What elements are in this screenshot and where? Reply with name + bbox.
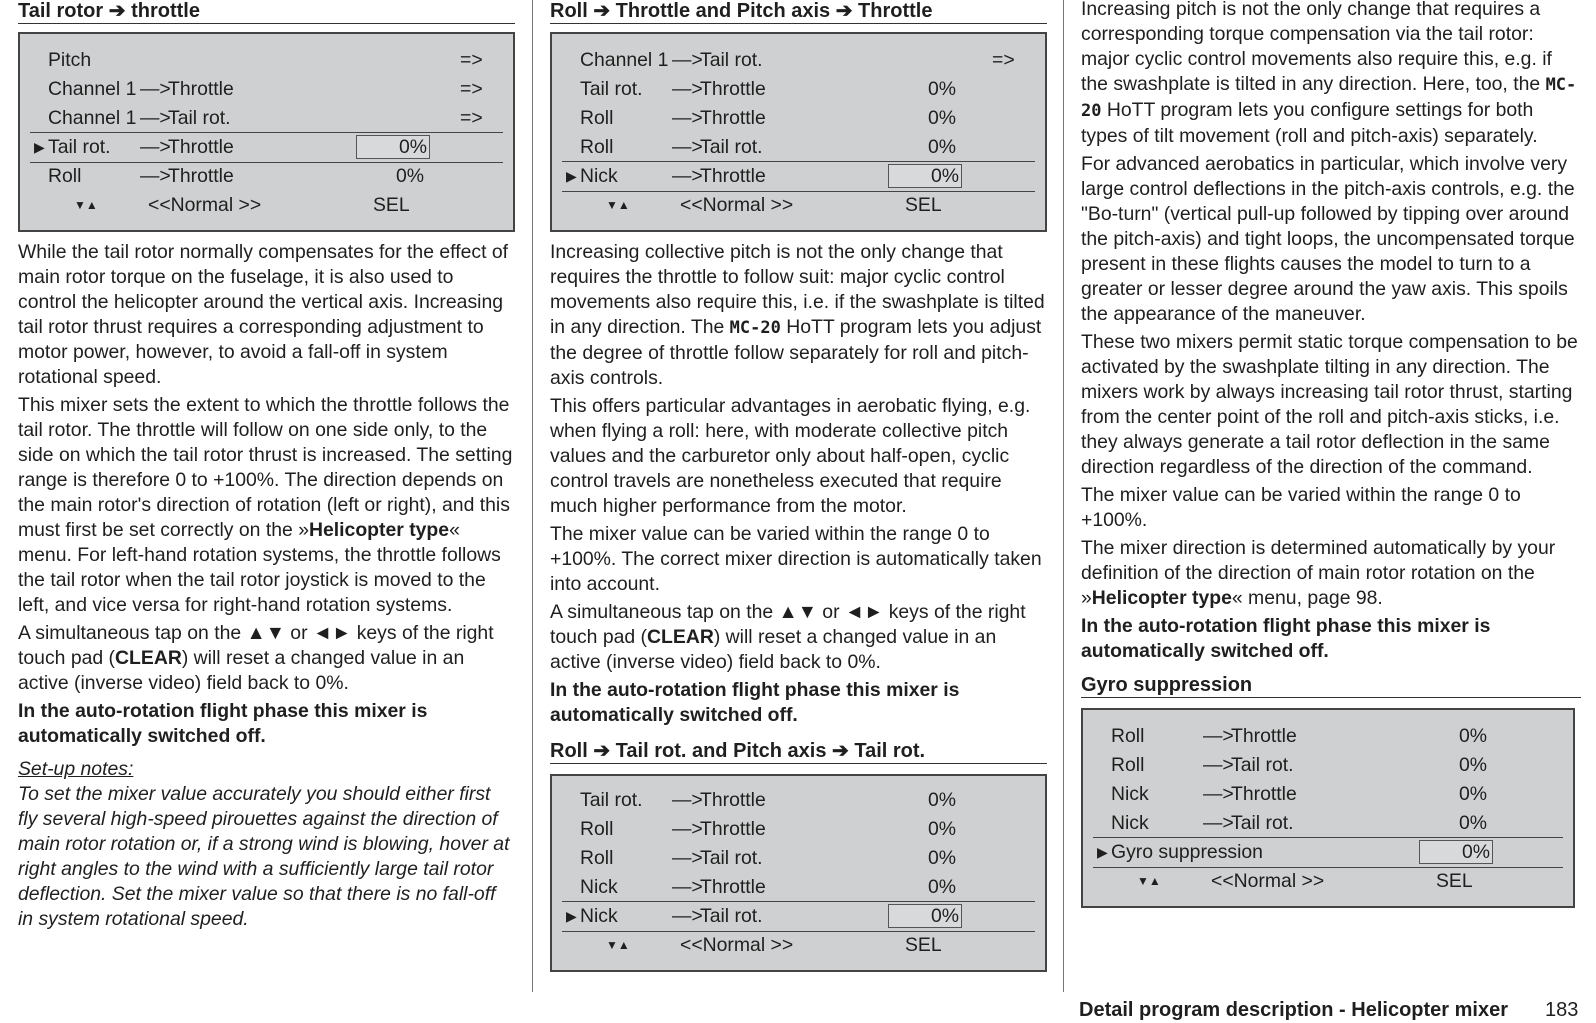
mixer-value-field[interactable]: 0% <box>888 904 962 928</box>
mix-arrow-icon: —> <box>1203 725 1234 747</box>
cursor-triangle-icon: ▶ <box>566 908 577 924</box>
mc20-logo: MC-20 <box>729 318 781 338</box>
page-footer-title: Detail program description - Helicopter mixer <box>1079 999 1508 1021</box>
mixer-value-field[interactable]: 0% <box>888 164 962 188</box>
cursor-triangle-icon: ▶ <box>34 139 45 155</box>
arrow-icon: ➔ <box>832 740 849 762</box>
mix-arrow-icon: —> <box>672 49 703 71</box>
screen-footer <box>1093 867 1563 896</box>
paragraph: For advanced aerobatics in particular, which involve very large control deflections in the pitch-axis controls, e.g. the "Bo-turn" (vertical pull-up followed by tipping over around the pitch-axis) and tight loops, the uncompensated torque present in these flights causes the model to turn to a greater or lesser degree around the yaw axis. This spoils the appearance of the maneuver. <box>1081 153 1575 325</box>
display-screen-roll-throttle <box>550 32 1047 232</box>
mix-arrow-icon: —> <box>1203 754 1234 776</box>
flight-phase-selector[interactable]: <<Normal >> <box>680 194 794 216</box>
mix-arrow-icon: —> <box>140 107 171 129</box>
screen-row-selected[interactable]: ▶ Tail rot. —> Throttle 0% <box>30 132 503 163</box>
sel-softkey[interactable]: SEL <box>373 194 410 216</box>
column-divider-2 <box>1063 0 1064 992</box>
column-2 <box>550 0 1047 980</box>
paragraph: The mixer value can be varied within the range 0 to +100%. <box>1081 484 1521 531</box>
submenu-link-icon: => <box>992 49 1015 71</box>
nav-updown-icon[interactable]: ▼▲ <box>606 198 630 212</box>
notes-body: To set the mixer value accurately you should either first fly several high-speed pirouettes against the direction of main rotor rotation or, if a strong wind is blowing, hover at right angles to the wind with a sufficiently large tail rotor deflection. Set the mixer value so that there is no fall-off in system rotational speed. <box>18 783 510 930</box>
screen-row-selected[interactable]: ▶ Nick —> Tail rot. 0% <box>562 901 1035 932</box>
screen-row[interactable]: Tail rot. —> Throttle 0% <box>562 75 1035 104</box>
screen-row[interactable]: Nick —> Tail rot. 0% <box>1093 809 1563 838</box>
flight-phase-selector[interactable]: <<Normal >> <box>680 934 794 956</box>
section-heading-tail-rotor-throttle: Tail rotor ➔ throttle <box>18 0 515 24</box>
nav-updown-icon[interactable]: ▼▲ <box>606 938 630 952</box>
paragraph-bold-note: In the auto-rotation flight phase this mixer is automatically switched off. <box>1081 615 1491 662</box>
submenu-link-icon: => <box>460 107 483 129</box>
sel-softkey[interactable]: SEL <box>905 934 942 956</box>
screen-row[interactable]: Roll —> Tail rot. 0% <box>562 133 1035 162</box>
arrow-icon: ➔ <box>835 0 853 22</box>
mix-arrow-icon: —> <box>140 78 171 100</box>
mix-arrow-icon: —> <box>1203 812 1234 834</box>
paragraph: This offers particular advantages in aerobatic flying, e.g. when flying a roll: here, with moderate collective pitch values and the carburetor only about half-open, cyclic control travels are nonetheless executed that require much higher performance from the motor. <box>550 395 1031 517</box>
section-heading-gyro-suppression: Gyro suppression <box>1081 674 1581 698</box>
paragraph: The mixer value can be varied within the range 0 to +100%. The correct mixer direction is automatically taken into account. <box>550 523 1042 595</box>
column-1 <box>18 0 515 935</box>
mix-arrow-icon: —> <box>672 165 703 187</box>
nav-updown-icon[interactable]: ▼▲ <box>74 198 98 212</box>
submenu-link-icon: => <box>460 49 483 71</box>
mixer-value-field[interactable]: 0% <box>1419 840 1493 864</box>
mix-arrow-icon: —> <box>140 136 171 158</box>
cursor-triangle-icon: ▶ <box>566 168 577 184</box>
paragraph: The mixer direction is determined automatically by your definition of the direction of main rotor rotation on the »Helicopter type« menu, page 98. <box>1081 537 1556 609</box>
screen-row[interactable]: Roll —> Throttle 0% <box>1093 722 1563 751</box>
mix-arrow-icon: —> <box>672 107 703 129</box>
paragraph: While the tail rotor normally compensates for the effect of main rotor torque on the fuselage, it is also used to control the helicopter around the vertical axis. Increasing tail rotor thrust requires a corresponding adjustment to motor power, however, to avoid a fall-off in system rotational speed. <box>18 241 509 388</box>
mix-arrow-icon: —> <box>672 78 703 100</box>
cursor-triangle-icon: ▶ <box>1097 844 1108 860</box>
paragraph: This mixer sets the extent to which the throttle follows the tail rotor. The throttle will follow on one side only, to the side on which the tail rotor thrust is increased. The setting range is therefore 0 to +100%. The direction depends on the main rotor's direction of rotation (left or right), and this must first be set correctly on the »Helicopter type« menu. For left-hand rotation systems, the throttle follows the tail rotor when the tail rotor joystick is moved to the left, and vice versa for right-hand rotation systems. <box>18 394 513 616</box>
submenu-link-icon: => <box>460 78 483 100</box>
notes-title: Set-up notes: <box>18 758 134 780</box>
paragraph-bold-note: In the auto-rotation flight phase this mixer is automatically switched off. <box>550 679 960 726</box>
mix-arrow-icon: —> <box>672 876 703 898</box>
screen-row[interactable]: Channel 1 —> Tail rot. => <box>562 46 1035 75</box>
mix-arrow-icon: —> <box>672 847 703 869</box>
mix-arrow-icon: —> <box>140 165 171 187</box>
section-heading-roll-throttle: Roll ➔ Throttle and Pitch axis ➔ Throttle <box>550 0 1047 24</box>
arrow-icon: ➔ <box>593 0 611 22</box>
screen-row[interactable]: Tail rot. —> Throttle 0% <box>562 786 1035 815</box>
mixer-value-field[interactable]: 0% <box>356 135 430 159</box>
mix-arrow-icon: —> <box>1203 783 1234 805</box>
flight-phase-selector[interactable]: <<Normal >> <box>148 194 262 216</box>
paragraph: A simultaneous tap on the ▲▼ or ◄► keys of the right touch pad (CLEAR) will reset a changed value in an active (inverse video) field back to 0%. <box>550 601 1026 673</box>
screen-footer <box>562 931 1035 960</box>
mix-arrow-icon: —> <box>672 818 703 840</box>
paragraph: Increasing pitch is not the only change that requires a corresponding torque compensation via the tail rotor: major cyclic control movements also require this, e.g. if the swashplate is tilted in any direction. Here, too, the MC-20 HoTT program lets you configure settings for both types of tilt movement (roll and pitch-axis) separately. <box>1081 0 1577 147</box>
screen-row[interactable]: Roll —> Throttle 0% <box>562 104 1035 133</box>
section-heading-roll-tail-rot: Roll ➔ Tail rot. and Pitch axis ➔ Tail rot. <box>550 740 1047 764</box>
arrow-icon: ➔ <box>108 0 126 22</box>
screen-row-selected[interactable]: ▶ Gyro suppression 0% <box>1093 837 1563 868</box>
column-3 <box>1081 0 1581 916</box>
screen-row[interactable]: Roll —> Throttle 0% <box>30 162 503 191</box>
sel-softkey[interactable]: SEL <box>905 194 942 216</box>
screen-row[interactable]: Channel 1 —> Throttle => <box>30 75 503 104</box>
column-divider-1 <box>532 0 533 992</box>
arrow-icon: ➔ <box>593 740 611 762</box>
mc20-logo: MC-20 <box>1081 75 1577 121</box>
screen-footer <box>30 191 503 220</box>
screen-row[interactable]: Nick —> Throttle 0% <box>1093 780 1563 809</box>
screen-row[interactable]: Nick —> Throttle 0% <box>562 873 1035 902</box>
screen-row[interactable]: Roll —> Tail rot. 0% <box>1093 751 1563 780</box>
mix-arrow-icon: —> <box>672 905 703 927</box>
paragraph: A simultaneous tap on the ▲▼ or ◄► keys of the right touch pad (CLEAR) will reset a changed value in an active (inverse video) field back to 0%. <box>18 622 494 694</box>
flight-phase-selector[interactable]: <<Normal >> <box>1211 870 1325 892</box>
screen-row-selected[interactable]: ▶ Nick —> Throttle 0% <box>562 161 1035 192</box>
screen-row[interactable]: Channel 1 —> Tail rot. => <box>30 104 503 133</box>
page-number: 183 <box>1545 999 1579 1021</box>
display-screen-roll-tail-rot <box>550 774 1047 972</box>
mix-arrow-icon: —> <box>672 789 703 811</box>
paragraph: These two mixers permit static torque compensation to be activated by the swashplate tilting in any direction. The mixers work by always increasing tail rotor thrust, starting from the center point of the roll and pitch-axis sticks, i.e. they always generate a tail rotor deflection in the same direction regardless of the direction of the command. <box>1081 331 1578 478</box>
screen-row[interactable]: Pitch => <box>30 46 503 75</box>
nav-updown-icon[interactable]: ▼▲ <box>1137 874 1161 888</box>
display-screen-gyro-suppression <box>1081 708 1575 908</box>
screen-row[interactable]: Roll —> Throttle 0% <box>562 815 1035 844</box>
paragraph-bold-note: In the auto-rotation flight phase this mixer is automatically switched off. <box>18 700 428 747</box>
display-screen-tail-rotor-throttle <box>18 32 515 232</box>
mix-arrow-icon: —> <box>672 136 703 158</box>
screen-row[interactable]: Roll —> Tail rot. 0% <box>562 844 1035 873</box>
screen-footer <box>562 191 1035 220</box>
paragraph: Increasing collective pitch is not the only change that requires the throttle to follow suit: major cyclic control movements also require this, i.e. if the swashplate is tilted in any direction. The MC-20 HoTT program lets you adjust the degree of throttle follow separately for roll and pitch-axis controls. <box>550 241 1045 389</box>
sel-softkey[interactable]: SEL <box>1436 870 1473 892</box>
